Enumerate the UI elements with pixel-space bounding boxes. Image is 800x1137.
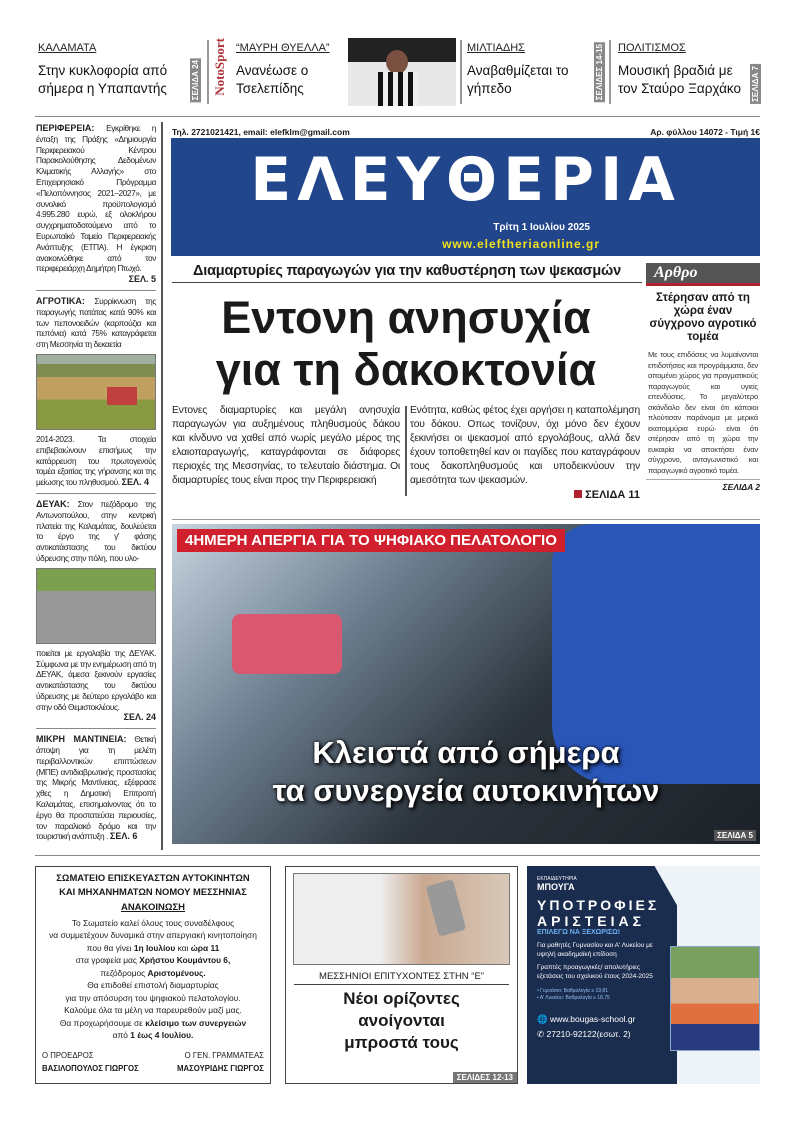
brief-agri: ΑΓΡΟΤΙΚΑ: Συρρίκνωση της παραγωγής πατάτας κατά 90% και των πεπονοειδών (καρπούζια και πεπόνια) κατά 75% καταγράφεται στη Μεσσηνία τη δεκαετία bbox=[36, 295, 156, 350]
headline-line: για τη δακοκτονία bbox=[215, 344, 597, 395]
page-ref: ΣΕΛΙΔΑ 5 bbox=[714, 830, 756, 841]
notice-title: ΑΝΑΚΟΙΝΩΣΗ bbox=[120, 902, 186, 913]
notice-line: στα γραφεία μας Χρήστου Κουμάντου 6, bbox=[75, 955, 231, 965]
student-photo bbox=[670, 946, 760, 1051]
page-ref: ΣΕΛΙΔΕΣ 12-13 bbox=[453, 1072, 517, 1083]
section-label: Αρθρο bbox=[646, 263, 760, 286]
teaser-miltiadis[interactable] bbox=[467, 42, 587, 98]
ad-phone[interactable]: ✆ 27210-92122(εσωτ. 2) bbox=[537, 1029, 631, 1039]
notice-line: για την απόσυρση του ψηφιακού πελατολογίου. bbox=[65, 992, 241, 1003]
headline-line: Εντονη ανησυχία bbox=[221, 292, 591, 343]
mechanic-photo-story[interactable] bbox=[172, 524, 760, 844]
teaser-kalamata[interactable] bbox=[38, 42, 188, 98]
student-phone-photo bbox=[293, 873, 510, 965]
brief-deyak: ΔΕΥΑΚ: Στον πεζόδρομο της Αντωνοπούλου, στην κεντρική πλατεία της Καλαμάτας, δουλεύεται το έργο της γ' φάσης αντικατάστασης του δικτύου ύδρευσης στην πόλη, που υλο- bbox=[36, 498, 156, 563]
column-divider bbox=[161, 122, 163, 850]
notice-line: που θα γίνει 1η Ιουλίου και ώρα 11 bbox=[86, 942, 220, 953]
divider bbox=[460, 40, 462, 104]
teaser-title: Μουσική βραδιά με τον Σταύρο Ξαρχάκο bbox=[618, 63, 741, 96]
ad-brand: ΕΚΠΑΙΔΕΥΤΗΡΙΑ ΜΠΟΥΓΑ bbox=[537, 876, 577, 892]
website-link[interactable]: www.eleftheriaonline.gr bbox=[442, 237, 600, 251]
teaser-kicker: ΠΟΛΙΤΙΣΜΟΣ bbox=[618, 42, 686, 54]
ad-slogan: ΕΠΙΛΕΓΩ ΝΑ ΞΕΧΩΡΙΣΩ! bbox=[537, 929, 621, 936]
divider bbox=[35, 116, 760, 117]
masthead bbox=[171, 138, 760, 256]
signatures: Ο ΠΡΟΕΔΡΟΣ ΒΑΣΙΛΟΠΟΥΛΟΣ ΓΙΩΡΓΟΣ Ο ΓΕΝ. ΓΡΑΜΜΑΤΕΑΣ ΜΑΣΟΥΡΙΔΗΣ ΓΙΩΡΓΟΣ bbox=[42, 1050, 264, 1073]
contact-info: Τηλ. 2721021421, email: elefklm@gmail.com bbox=[172, 127, 350, 137]
exams-title: Νέοι ορίζοντες ανοίγονται μπροστά τους bbox=[343, 989, 460, 1052]
notice-line: Το Σωματείο καλεί όλους τους συναδέλφους bbox=[71, 917, 235, 928]
ad-content bbox=[537, 876, 667, 1040]
lead-col1: Εντονες διαμαρτυρίες και μεγάλη ανησυχία παραγωγών για αυξημένους πληθυσμούς δάκου και κίνδυνο να χαθεί από νωρίς μεγάλο μέρος της ελαιοπαραγωγής, καταγράφονται σε διάφορες περιοχές της Μεσσηνίας, το τελευταίο διάστημα. Οι διαμαρτυρίες τους είναι προς την Περιφερειακή bbox=[172, 405, 400, 486]
teaser-culture[interactable] bbox=[618, 42, 746, 98]
brief-deyak-cont: ποιείται με εργολαβία της ΔΕΥΑΚ. Σύμφωνα με την ενημέρωση από τη ΔΕΥΑΚ, άμεσα ξεκινούν εργασίες αντικατάστασης του δικτύου ύδρευσης με δεύτερο εργολάβο και στην οδό Θεμιστοκλέους. ΣΕΛ. 24 bbox=[36, 647, 156, 723]
lead-headline[interactable] bbox=[172, 292, 640, 396]
lead-kicker: Διαμαρτυρίες παραγωγών για την καθυστέρηση των ψεκασμών bbox=[172, 263, 642, 283]
potato-field-photo bbox=[36, 354, 156, 430]
ad-web[interactable]: 🌐 www.bougas-school.gr bbox=[537, 1014, 636, 1024]
sidebar-briefs bbox=[36, 123, 156, 842]
notice-line: Καλούμε όλα τα μέλη να παρευρεθούν μαζί μας. bbox=[64, 1005, 242, 1015]
bougas-school-ad[interactable] bbox=[527, 866, 760, 1084]
notosport-logo: NotoSport bbox=[212, 38, 227, 96]
footballer-photo bbox=[348, 38, 456, 106]
lead-col2: Ενότητα, καθώς φέτος έχει αργήσει η καταπολέμηση του δάκου. Οπως τονίζουν, όχι μόνο δεν έχουν ξεκινήσει οι ψεκασμοί από εργολάβους, αλλά δεν έχουν τοποθετηθεί καν οι παγίδες που καταγράφουν τους δακοπληθυσμούς και υποδεικνύουν την αμεσότητα των ψεκασμών. ΣΕΛΙΔΑ 11 bbox=[410, 405, 640, 501]
ad-title: ΑΡΙΣΤΕΙΑΣ bbox=[537, 913, 646, 929]
story-label: 4ΗΜΕΡΗ ΑΠΕΡΓΙΑ ΓΙΑ ΤΟ ΨΗΦΙΑΚΟ ΠΕΛΑΤΟΛΟΓΙΟ bbox=[177, 529, 565, 552]
divider bbox=[207, 40, 209, 104]
ad-bullet: • Γυμνάσιο: Βαθμολογία ≥ 19,81 bbox=[537, 988, 608, 994]
page-tag: ΣΕΛΙΔΑ 24 bbox=[191, 60, 200, 101]
teaser-title: Στην κυκλοφορία από σήμερα η Υπαπαντής bbox=[38, 63, 168, 96]
divider bbox=[36, 728, 156, 729]
notice-line: να συμμετέχουν δυναμικά στην απεργιακή κινητοποίηση bbox=[49, 930, 257, 940]
divider bbox=[172, 519, 760, 520]
notice-line: από 1 έως 4 Ιουλίου. bbox=[112, 1030, 194, 1040]
ad-text: Γραπτές προαγωγικές/ απολυτήριες εξετάσεις του σχολικού έτους 2024-2025 bbox=[537, 964, 653, 980]
page-ref: ΣΕΛΙΔΑ 2 bbox=[646, 479, 760, 492]
teaser-title: Ανανέωσε ο Τσελεπίδης bbox=[236, 63, 309, 96]
newspaper-logo: ΕΛΕΥΘΕΡΙΑ bbox=[250, 145, 681, 215]
brief-mantineia: ΜΙΚΡΗ ΜΑΝΤΙΝΕΙΑ: Θετική άποψη για τη μελέτη περιβαλλοντικών επιπτώσεων (ΜΠΕ) αντιδιαβρωτικής προστασίας της Μικρής Μαντίνειας, εξέφρασε χθες η Δημοτική Επιτροπή Καλαμάτας, επισημαίνοντας ότι το έργο θα προστατεύσει περιουσίες, τον παραλιακό δρόμο και την τουριστική ανάπτυξη . ΣΕΛ. 6 bbox=[36, 734, 157, 842]
ad-text: Για μαθητές Γυμνασίου και Α' Λυκείου με υψηλή ακαδημαϊκή επίδοση bbox=[537, 942, 653, 958]
teaser-sport[interactable] bbox=[236, 42, 346, 98]
article-text: Με τους επιδόσεις να λυμαίνονται επιδοτήσεις και προγράμματα, δεν απομένει χώρος για πραγματικούς παραγωγούς και υγιείς επενδύσεις. Το μεγαλύτερο σκάνδαλο δεν είναι ότι κάποιοι πλούτισαν παράνομα με μερικά εκατομμύρια ευρώ· είναι ότι στέρησαν από τη χώρα την ευκαιρία να αποκτήσει έναν σύγχρονο, ανταγωνιστικό και παραγωγικό αγροτικό τομέα. bbox=[648, 350, 758, 475]
story-title: Κλειστά από σήμερα τα συνεργεία αυτοκινήτων bbox=[272, 735, 660, 808]
brief-region: ΠΕΡΙΦΕΡΕΙΑ: Εγκρίθηκε η ένταξη της Πράξης «Δημιουργία Περιφερειακού Κέντρου Παρακολούθησης Δεδομένων Κλιματικής Αλλαγής» στο Επιχειρησιακό Πρόγραμμα «Πελοπόννησος 2021–2027», με συνολικό προϋπολογισμό 4.995.280 ευρώ, εξ ολοκλήρου συγχρηματοδοτούμενο από το Ευρωπαϊκό Ταμείο Περιφερειακής Ανάπτυξης (ΕΤΠΑ). Η έγκριση ανακοινώθηκε από τον περιφερειάρχη Δημήτρη Πτωχό. ΣΕΛ. 5 bbox=[36, 123, 156, 285]
page-ref[interactable]: ΣΕΛΙΔΑ 11 bbox=[410, 488, 640, 502]
opinion-article[interactable] bbox=[646, 263, 760, 492]
red-square-icon bbox=[574, 490, 582, 498]
divider bbox=[36, 493, 156, 494]
divider bbox=[35, 855, 760, 856]
ad-bullet: • Α' Λυκείου: Βαθμολογία ≥ 18,75 bbox=[537, 995, 610, 1001]
notice-line: Θα προχωρήσουμε σε κλείσιμο των συνεργειών bbox=[59, 1017, 247, 1028]
page-tag: ΣΕΛΙΔΑ 7 bbox=[751, 66, 760, 102]
page-tag: ΣΕΛΙΔΕΣ 14-15 bbox=[595, 44, 604, 101]
teaser-kicker: ΚΑΛΑΜΑΤΑ bbox=[38, 42, 97, 54]
issue-info: Αρ. φύλλου 14072 - Τιμή 1€ bbox=[650, 127, 760, 137]
exams-story[interactable] bbox=[285, 866, 518, 1084]
ad-title: ΥΠΟΤΡΟΦΙΕΣ bbox=[537, 897, 660, 913]
divider bbox=[36, 290, 156, 291]
divider bbox=[609, 40, 611, 104]
teaser-kicker: ΜΙΛΤΙΑΔΗΣ bbox=[467, 42, 525, 54]
globe-icon: 🌐 bbox=[537, 1014, 548, 1024]
phone-icon: ✆ bbox=[537, 1029, 545, 1039]
notice-org: ΣΩΜΑΤΕΙΟ ΕΠΙΣΚΕΥΑΣΤΩΝ ΑΥΤΟΚΙΝΗΤΩΝ ΚΑΙ ΜΗΧΑΝΗΜΑΤΩΝ ΝΟΜΟΥ ΜΕΣΣΗΝΙΑΣ bbox=[56, 872, 250, 897]
union-notice bbox=[35, 866, 271, 1084]
column-divider bbox=[405, 406, 407, 496]
exams-kicker: ΜΕΣΣΗΝΙΟΙ ΕΠΙΤΥΧΟΝΤΕΣ ΣΤΗΝ “Ε” bbox=[294, 971, 509, 985]
issue-date: Τρίτη 1 Ιουλίου 2025 bbox=[493, 222, 590, 233]
street-works-photo bbox=[36, 568, 156, 644]
notice-line: πεζόδρομος Αριστομένους. bbox=[100, 967, 206, 978]
brief-agri-cont: 2014-2023. Τα στοιχεία επιβεβαιώνουν επισήμως την κατάρρευση του πρωτογενούς τομέα εξαιτίας της γήρανσης και της μείωσης του πληθυσμού. ΣΕΛ. 4 bbox=[36, 433, 156, 488]
teaser-title: Αναβαθμίζεται το γήπεδο bbox=[467, 63, 569, 96]
engine-part bbox=[232, 614, 342, 674]
notice-line: Θα επιδοθεί επιστολή διαμαρτυρίας bbox=[87, 980, 219, 990]
teaser-kicker: “ΜΑΥΡΗ ΘΥΕΛΛΑ” bbox=[236, 42, 330, 54]
article-title: Στέρησαν από τη χώρα έναν σύγχρονο αγροτικό τομέα bbox=[649, 292, 757, 343]
